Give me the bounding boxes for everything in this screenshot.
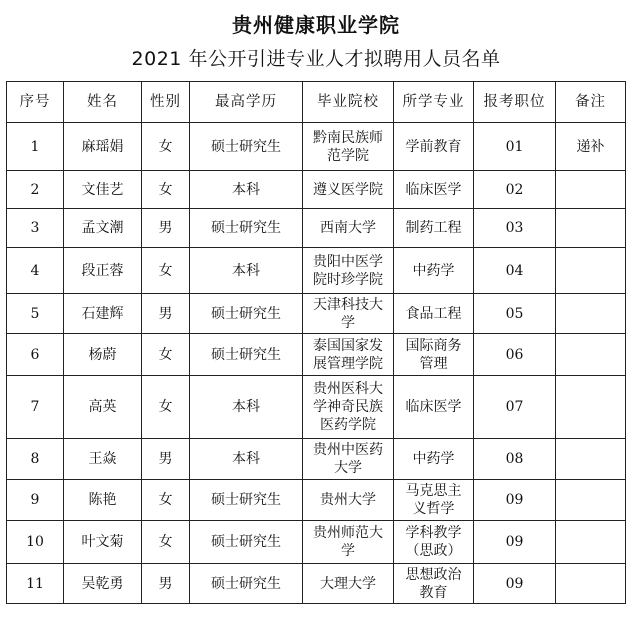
table-row (7, 294, 626, 334)
cell-note (556, 480, 626, 521)
cell-position: 09 (474, 521, 556, 564)
cell-no: 6 (7, 334, 64, 376)
cell-name: 杨蔚 (64, 334, 142, 376)
table-row (7, 376, 626, 439)
cell-name: 吴乾勇 (64, 564, 142, 604)
cell-no: 3 (7, 209, 64, 248)
cell-note (556, 334, 626, 376)
cell-gender: 男 (142, 439, 190, 480)
cell-no: 10 (7, 521, 64, 564)
cell-major: 中药学 (394, 439, 474, 480)
cell-school: 贵阳中医学院时珍学院 (303, 248, 394, 294)
cell-school: 贵州中医药大学 (303, 439, 394, 480)
cell-major: 学前教育 (394, 123, 474, 171)
cell-note (556, 376, 626, 439)
cell-school: 遵义医学院 (303, 171, 394, 209)
cell-gender: 女 (142, 521, 190, 564)
cell-position: 08 (474, 439, 556, 480)
table-row (7, 209, 626, 248)
cell-note (556, 248, 626, 294)
cell-major: 国际商务管理 (394, 334, 474, 376)
cell-degree: 本科 (190, 248, 303, 294)
cell-position: 03 (474, 209, 556, 248)
table-row (7, 521, 626, 564)
cell-no: 5 (7, 294, 64, 334)
cell-no: 4 (7, 248, 64, 294)
table-row (7, 439, 626, 480)
table-row (7, 171, 626, 209)
cell-gender: 男 (142, 564, 190, 604)
header-gender: 性别 (142, 82, 190, 123)
cell-degree: 本科 (190, 439, 303, 480)
cell-school: 贵州师范大学 (303, 521, 394, 564)
cell-no: 7 (7, 376, 64, 439)
cell-degree: 硕士研究生 (190, 334, 303, 376)
cell-degree: 硕士研究生 (190, 480, 303, 521)
cell-position: 01 (474, 123, 556, 171)
cell-name: 王焱 (64, 439, 142, 480)
cell-note (556, 521, 626, 564)
cell-name: 孟文潮 (64, 209, 142, 248)
table-row (7, 480, 626, 521)
cell-position: 09 (474, 564, 556, 604)
table-row (7, 123, 626, 171)
cell-no: 1 (7, 123, 64, 171)
cell-note (556, 564, 626, 604)
cell-school: 泰国国家发展管理学院 (303, 334, 394, 376)
cell-degree: 本科 (190, 376, 303, 439)
cell-name: 高英 (64, 376, 142, 439)
cell-school: 大理大学 (303, 564, 394, 604)
cell-gender: 女 (142, 480, 190, 521)
header-school: 毕业院校 (303, 82, 394, 123)
cell-note: 递补 (556, 123, 626, 171)
cell-gender: 男 (142, 294, 190, 334)
cell-gender: 女 (142, 123, 190, 171)
cell-school: 天津科技大学 (303, 294, 394, 334)
cell-name: 文佳艺 (64, 171, 142, 209)
cell-gender: 男 (142, 209, 190, 248)
document-subtitle: 2021 年公开引进专业人才拟聘用人员名单 (131, 48, 501, 70)
header-name: 姓名 (64, 82, 142, 123)
cell-school: 贵州医科大学神奇民族医药学院 (303, 376, 394, 439)
cell-gender: 女 (142, 376, 190, 439)
cell-position: 06 (474, 334, 556, 376)
cell-degree: 本科 (190, 171, 303, 209)
header-degree: 最高学历 (190, 82, 303, 123)
cell-school: 贵州大学 (303, 480, 394, 521)
cell-position: 09 (474, 480, 556, 521)
cell-major: 思想政治教育 (394, 564, 474, 604)
cell-note (556, 294, 626, 334)
header-note: 备注 (556, 82, 626, 123)
cell-major: 马克思主义哲学 (394, 480, 474, 521)
cell-degree: 硕士研究生 (190, 521, 303, 564)
cell-note (556, 439, 626, 480)
cell-major: 学科教学（思政） (394, 521, 474, 564)
cell-school: 西南大学 (303, 209, 394, 248)
cell-no: 2 (7, 171, 64, 209)
table-row (7, 248, 626, 294)
cell-note (556, 209, 626, 248)
table-header-row (7, 82, 626, 123)
cell-note (556, 171, 626, 209)
cell-position: 05 (474, 294, 556, 334)
candidates-table (6, 81, 626, 604)
cell-name: 陈艳 (64, 480, 142, 521)
cell-gender: 女 (142, 334, 190, 376)
cell-name: 段正蓉 (64, 248, 142, 294)
cell-gender: 女 (142, 248, 190, 294)
table-row (7, 334, 626, 376)
cell-major: 临床医学 (394, 171, 474, 209)
cell-position: 04 (474, 248, 556, 294)
cell-gender: 女 (142, 171, 190, 209)
cell-degree: 硕士研究生 (190, 564, 303, 604)
cell-name: 石建辉 (64, 294, 142, 334)
cell-no: 9 (7, 480, 64, 521)
cell-major: 制药工程 (394, 209, 474, 248)
cell-name: 麻瑶娟 (64, 123, 142, 171)
cell-major: 中药学 (394, 248, 474, 294)
document-title: 贵州健康职业学院 (232, 13, 400, 37)
cell-no: 11 (7, 564, 64, 604)
cell-position: 07 (474, 376, 556, 439)
header-no: 序号 (7, 82, 64, 123)
cell-degree: 硕士研究生 (190, 294, 303, 334)
cell-position: 02 (474, 171, 556, 209)
table-row (7, 564, 626, 604)
header-position: 报考职位 (474, 82, 556, 123)
cell-degree: 硕士研究生 (190, 123, 303, 171)
cell-school: 黔南民族师范学院 (303, 123, 394, 171)
cell-major: 食品工程 (394, 294, 474, 334)
cell-name: 叶文菊 (64, 521, 142, 564)
cell-degree: 硕士研究生 (190, 209, 303, 248)
cell-major: 临床医学 (394, 376, 474, 439)
cell-no: 8 (7, 439, 64, 480)
header-major: 所学专业 (394, 82, 474, 123)
